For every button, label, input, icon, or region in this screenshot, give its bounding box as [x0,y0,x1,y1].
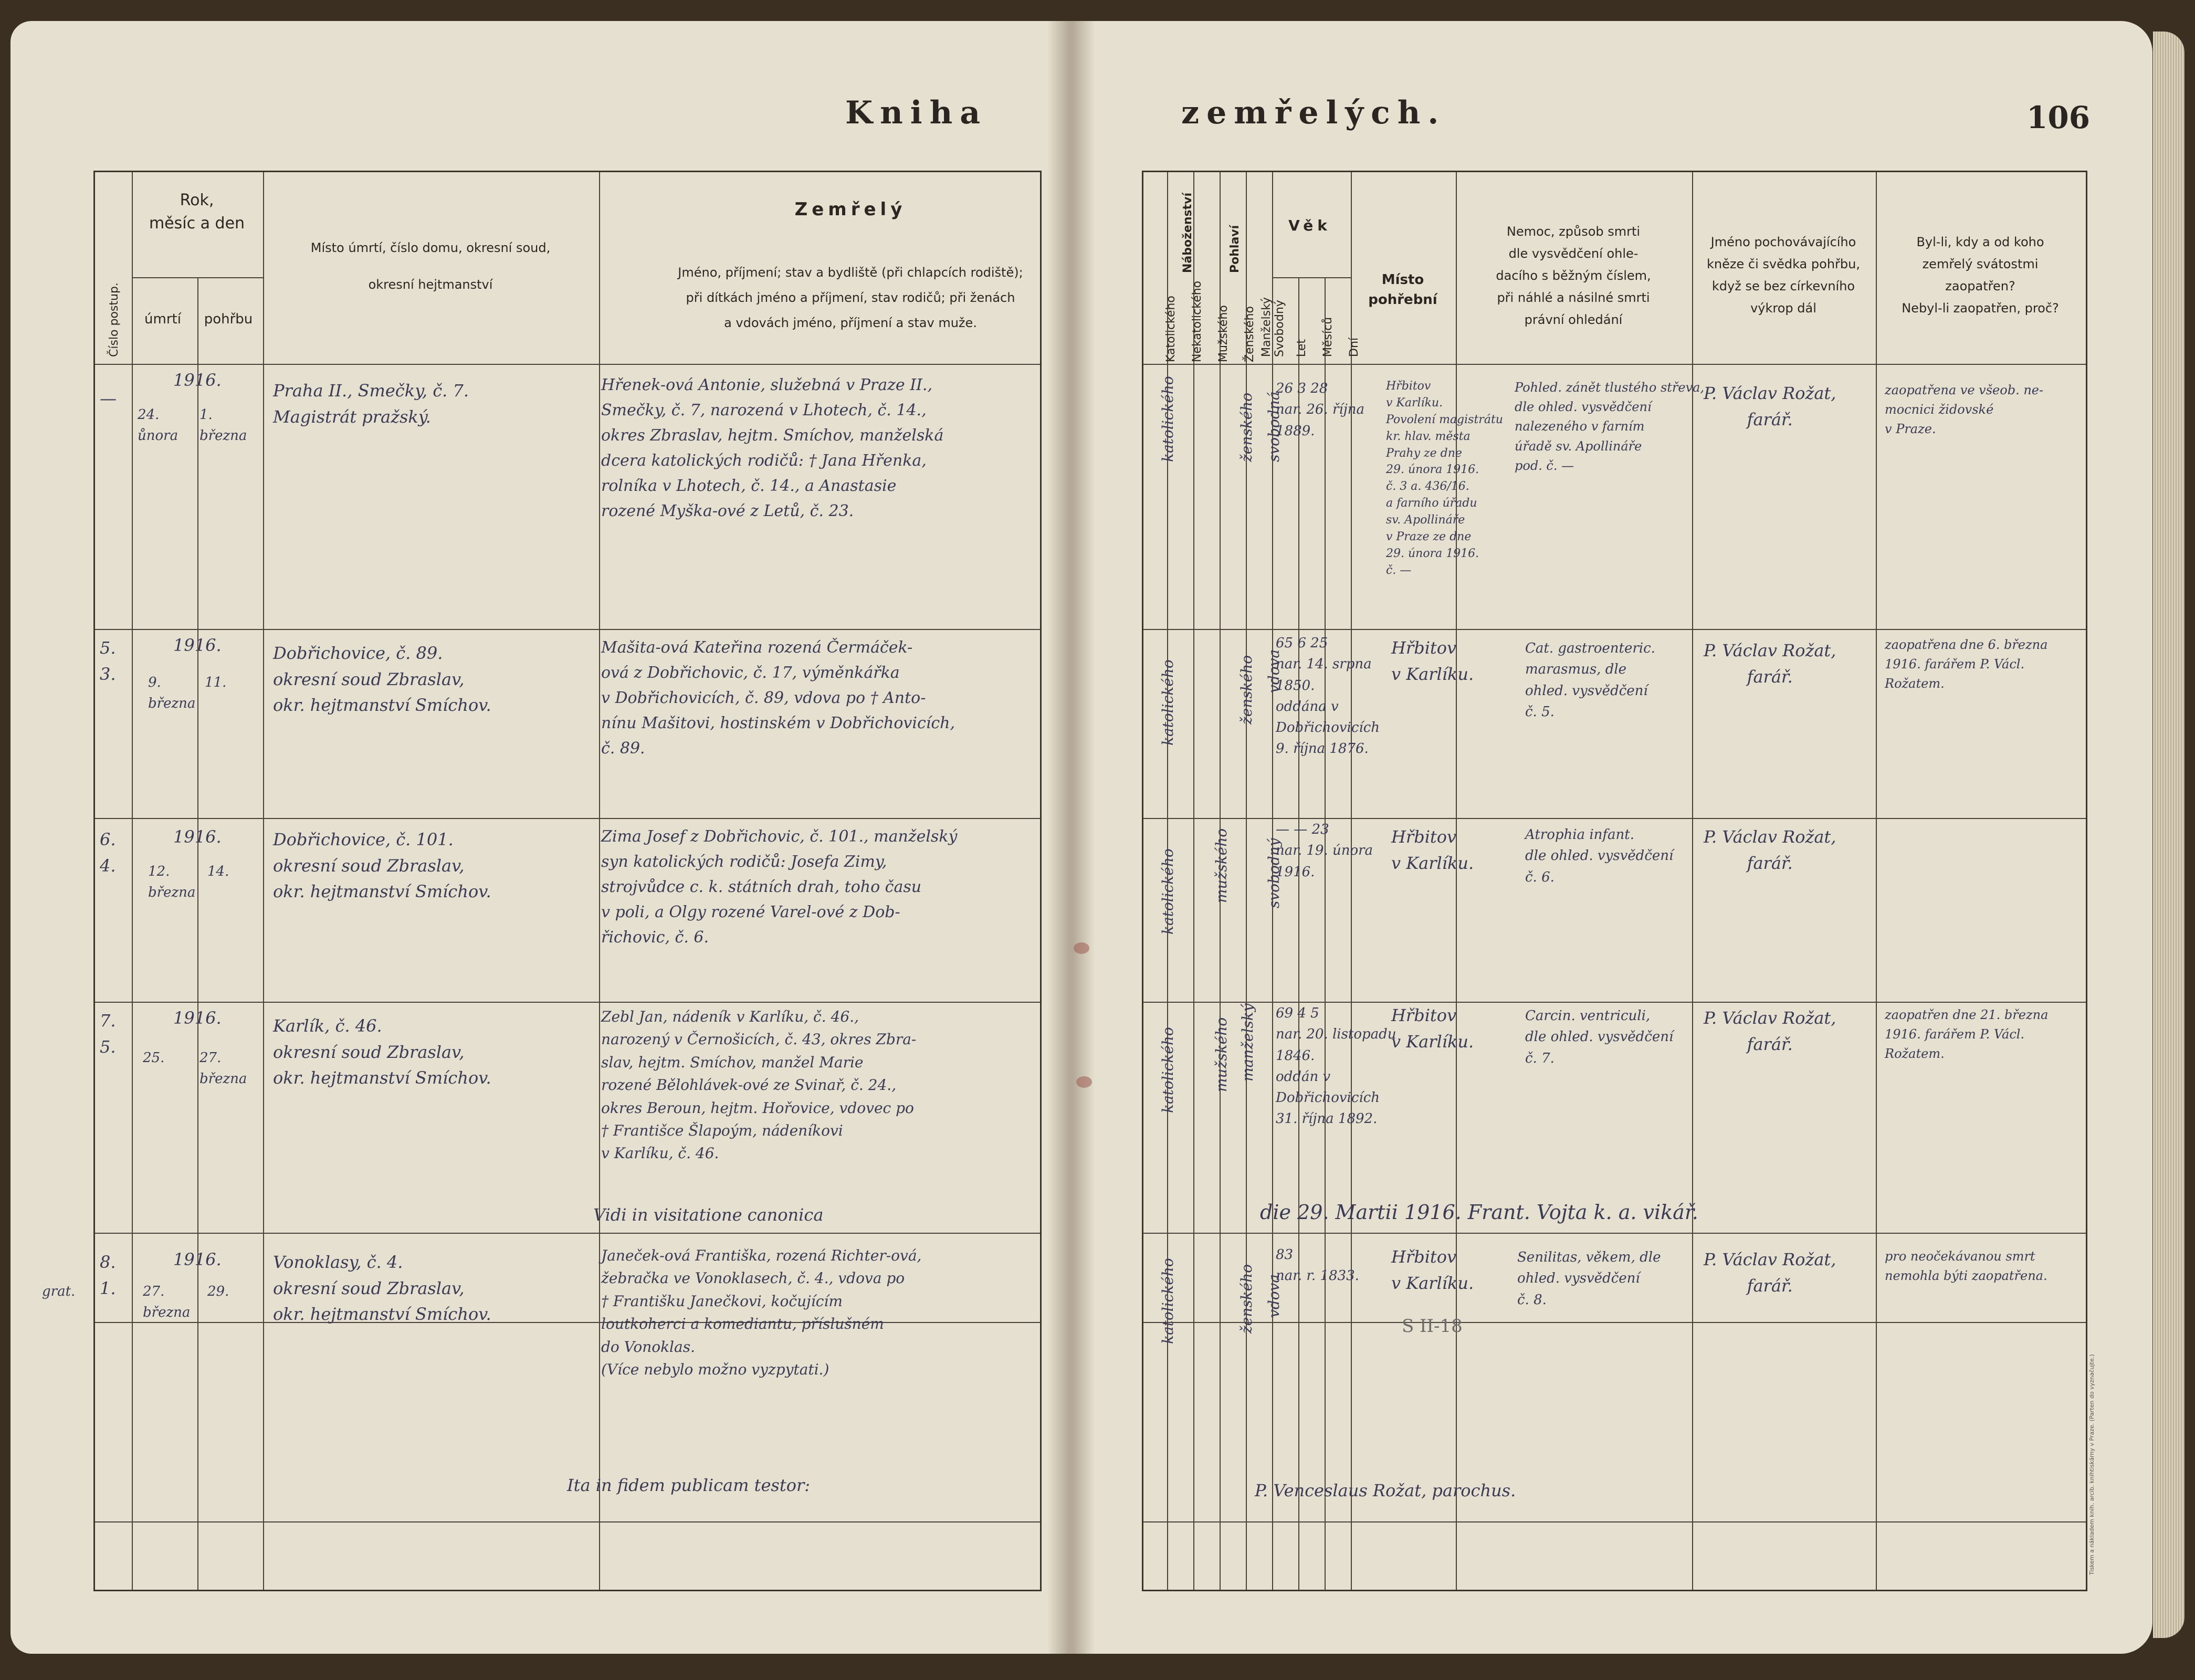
entry-1-umrti: 24. ůnora [138,407,178,444]
header-pohrbu: pohřbu [204,311,253,327]
header-misto-pohrbu: Místo pohřební [1368,272,1437,308]
entry-1-pohrbu: 1. března [199,407,247,444]
header-rok: Rok, měsíc a den [149,191,245,233]
entry-4-rok: 1916. [173,1008,222,1028]
margin-grat: grat. [42,1284,76,1299]
entry-1-rok: 1916. [173,370,222,390]
entry-5-nemoc: Senilitas, věkem, dle ohled. vysvědčení č. 8. [1517,1250,1661,1308]
entry-3-rok: 1916. [173,827,222,847]
entry-1-vek: 26 3 28 nar. 26. října 1889. [1276,381,1365,439]
header-mesicu: Měsíců [1321,317,1335,357]
entry-4-cislo: 7. 5. [100,1011,116,1057]
entry-1-misto: Praha II., Smečky, č. 7. Magistrát pražský. [273,381,469,427]
header-nemoc: Nemoc, způsob smrti dle vysvědčení ohle- dacího s běžným číslem, při náhlé a násilné smrti právní ohledání [1496,224,1651,327]
header-vek: Věk [1288,217,1331,234]
header-let: Let [1295,339,1308,357]
header-misto: Místo úmrtí, číslo domu, okresní soud, okresní hejtmanství [310,240,551,292]
header-knez: Jméno pochovávajícího kněze či svědka pohřbu, když se bez církevního výkrop dál [1707,235,1860,316]
entry-2-pohlavi: ženského [1238,655,1255,724]
header-cislo: Číslo postup. [108,282,121,357]
entry-2-cislo: 5. 3. [100,638,116,684]
entry-2-misto: Dobřichovice, č. 89. okresní soud Zbraslav, okr. hejtmanství Smíchov. [273,643,491,716]
header-manzelsky: Manželský [1260,297,1273,357]
header-zemrely-sub: Jméno, příjmení; stav a bydliště (při chlapcích rodiště); při dítkách jméno a příjmení, stav rodičů; při ženách a vdovách jméno, příjmení a stav muže. [678,265,1023,330]
entry-4-stav: manželský [1239,1003,1256,1082]
entry-1-cislo: — [100,388,117,408]
book-title-left: Kniha [845,94,988,131]
entry-3-cislo: 6. 4. [100,830,116,876]
entry-3-misto: Dobřichovice, č. 101. okresní soud Zbraslav, okr. hejtmanství Smíchov. [273,830,491,902]
entry-4-nemoc: Carcin. ventriculi, dle ohled. vysvědčení č. 7. [1525,1008,1674,1066]
entry-5-stav: vdova [1265,1274,1283,1318]
entry-1-nabozenstvi: katolického [1159,376,1177,462]
entry-5-nabozenstvi: katolického [1159,1258,1177,1344]
entry-2-zemrely: Mašita-ová Kateřina rozená Čermáček- ová z Dobřichovic, č. 17, výměnkářka v Dobřichovicích, č. 89, vdova po † Anto- nínu Mašitovi, hostinském v Dobřichovicích, č. 89. [601,638,955,758]
entry-3-knez: P. Václav Rožat, farář. [1704,827,1836,873]
entry-3-zemrely: Zima Josef z Dobřichovic, č. 101., manželský syn katolických rodičů: Josefa Zimy, strojvůdce c. k. státních drah, toho času v poli, a Olgy rozené Varel-ové z Dob- řichovic, č. 6. [601,827,958,947]
entry-1-knez: P. Václav Rožat, farář. [1704,383,1836,429]
entry-3-stav: svobodný [1265,838,1283,908]
header-nabozenstvi: Náboženství [1181,192,1194,273]
ink-stain [1074,942,1089,954]
entry-1-pohreb: Hřbitov v Karlíku. Povolení magistrátu kr. hlav. města Prahy ze dne 29. února 1916. č. 3 a. 436/16. a farního úřadu sv. Apollináře v Praze ze dne 29. února 1916. č. — [1386,380,1503,577]
entry-5-knez: P. Václav Rožat, farář. [1704,1250,1836,1296]
header-zenske: Ženského [1243,306,1256,362]
book-title-right: zemřelých. [1181,94,1446,131]
entry-5-vek: 83 nar. r. 1833. [1276,1247,1359,1284]
entry-5-misto: Vonoklasy, č. 4. okresní soud Zbraslav, okr. hejtmanství Smíchov. [273,1252,491,1325]
printer-imprint: Tiskem a nákladem knih. arcib. knihtiskárny v Praze. (Parten do vyznačujte.) [2088,1354,2095,1575]
visitation-signature: die 29. Martii 1916. Frant. Vojta k. a. vikář. [1260,1201,1698,1224]
entry-2-knez: P. Václav Rožat, farář. [1704,640,1836,687]
header-pohlavi: Pohlaví [1228,225,1242,273]
entry-5-zemrely: Janeček-ová Františka, rozená Richter-ová, žebračka ve Vonoklasech, č. 4., vdova po † Františku Janečkovi, kočujícím loutkoherci a komediantu, příslušném do Vonoklas. (Více nebylo možno vyzpytati.) [601,1247,922,1378]
entry-4-pohrbu: 27. března [199,1050,247,1087]
entry-3-pohlavi: mužského [1213,828,1230,903]
entry-4-misto: Karlík, č. 46. okresní soud Zbraslav, okr. hejtmanství Smíchov. [273,1016,491,1088]
header-zaopatren: Byl-li, kdy a od koho zemřelý svátostmi zaopatřen? Nebyl-li zaopatřen, proč? [1902,235,2059,316]
header-svobodny: Svobodný [1273,300,1286,357]
entry-5-pohreb: Hřbitov v Karlíku. [1391,1247,1474,1293]
entry-5-pohlavi: ženského [1238,1264,1255,1334]
header-dni: Dní [1348,338,1361,357]
entry-5-zaopatren: pro neočekávanou smrt nemohla býti zaopatřena. [1885,1249,2047,1284]
entry-4-knez: P. Václav Rožat, farář. [1704,1008,1836,1054]
entry-2-rok: 1916. [173,635,222,655]
entry-3-pohreb: Hřbitov v Karlíku. [1391,827,1474,873]
header-muzske: Mužského [1217,305,1230,362]
entry-4-umrti: 25. [143,1050,165,1066]
entry-2-pohreb: Hřbitov v Karlíku. [1391,638,1474,684]
entry-1-nemoc: Pohled. zánět tlustého střeva, dle ohled. vysvědčení nalezeného v farním úřadě sv. Apollináře pod. č. — [1515,380,1705,473]
stamp-mark: S II-18 [1402,1316,1463,1337]
page-number: 106 [2026,100,2091,135]
attestation-right: P. Venceslaus Rožat, parochus. [1255,1480,1516,1500]
attestation-left: Ita in fidem publicam testor: [567,1475,811,1495]
entry-1-pohlavi: ženského [1238,392,1255,462]
entry-2-zaopatren: zaopatřena dne 6. března 1916. farářem P. Václ. Rožatem. [1885,637,2048,691]
entry-3-pohrbu: 14. [207,864,229,879]
entry-4-zaopatren: zaopatřen dne 21. března 1916. farářem P. Václ. Rožatem. [1885,1007,2049,1062]
entry-2-vek: 65 6 25 nar. 14. srpna 1850. oddána v Dobřichovicích 9. října 1876. [1276,635,1380,757]
entry-2-stav: vdova [1265,649,1283,693]
entry-3-nemoc: Atrophia infant. dle ohled. vysvědčení č. 6. [1525,827,1674,885]
entry-4-vek: 69 4 5 nar. 20. listopadu 1846. oddán v Dobřichovicích 31. října 1892. [1276,1005,1396,1127]
visitation-note: Vidi in visitatione canonica [593,1205,824,1225]
entry-4-zemrely: Zebl Jan, nádeník v Karlíku, č. 46., narozený v Černošicích, č. 43, okres Zbra- slav, hejtm. Smíchov, manžel Marie rozené Bělohlávek-ové ze Svinař, č. 24., okres Beroun, hejtm. Hořovice, vdovec po † Františce Šlapoým, nádeníkovi v Karlíku, č. 46. [601,1008,917,1162]
header-umrti: úmrtí [144,311,181,327]
entry-2-nemoc: Cat. gastroenteric. marasmus, dle ohled. vysvědčení č. 5. [1525,640,1655,720]
entry-1-stav: svobodná [1265,391,1283,462]
entry-2-pohrbu: 11. [205,675,227,690]
entry-4-pohlavi: mužského [1213,1017,1230,1092]
entry-1-zemrely: Hřenek-ová Antonie, služebná v Praze II., Smečky, č. 7, narozená v Lhotech, č. 14., okres Zbraslav, hejtm. Smíchov, manželská dcera katolických rodičů: † Jana Hřenka, rolníka v Lhotech, č. 14., a Anastasie rozené Myška-ové z Letů, č. 23. [601,376,944,520]
ink-stain [1076,1076,1092,1088]
entry-5-cislo: 8. 1. [100,1252,116,1298]
header-nekatolicke: Nekatolického [1191,280,1204,362]
entry-4-pohreb: Hřbitov v Karlíku. [1391,1005,1474,1052]
entry-4-nabozenstvi: katolického [1159,1027,1177,1113]
entry-2-umrti: 9. března [148,675,196,712]
entry-5-umrti: 27. března [143,1284,191,1321]
entry-2-nabozenstvi: katolického [1159,659,1177,746]
entry-5-pohrbu: 29. [207,1284,229,1299]
entry-1-zaopatren: zaopatřena ve všeob. ne- mocnici židovské v Praze. [1885,383,2044,437]
header-katolicke: Katolického [1164,296,1178,362]
entry-5-rok: 1916. [173,1250,222,1269]
entry-3-nabozenstvi: katolického [1159,848,1177,934]
entry-3-vek: — — 23 nar. 19. února 1916. [1276,822,1373,880]
header-zemrely: Zemřelý [794,199,907,220]
entry-3-umrti: 12. března [148,864,196,901]
page-edges [2153,32,2185,1638]
